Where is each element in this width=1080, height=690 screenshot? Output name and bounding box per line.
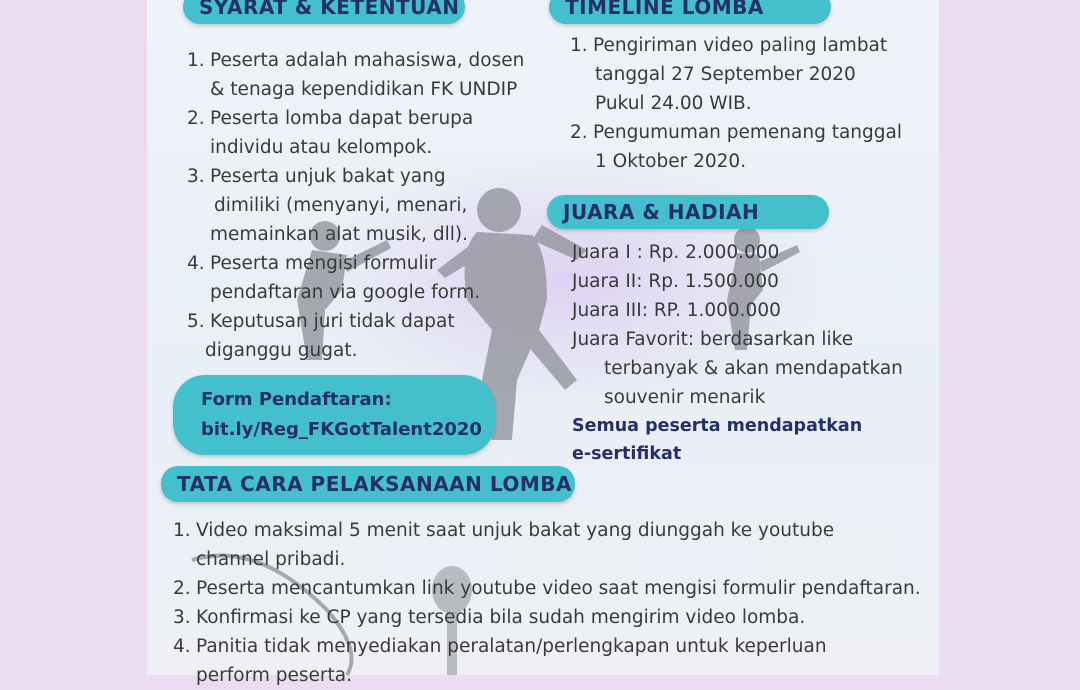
juara-title: JUARA & HADIAH xyxy=(563,200,760,224)
poster xyxy=(147,0,939,686)
form-label: Form Pendaftaran: xyxy=(201,389,392,410)
list-item: 4. Panitia tidak menyediakan peralatan/perlengkapan untuk keperluan perform peserta. xyxy=(173,636,827,686)
timeline-title: TIMELINE LOMBA xyxy=(565,0,764,19)
prize-line: Juara III: RP. 1.000.000 xyxy=(572,300,781,321)
syarat-list xyxy=(187,46,547,365)
certificate-note: Semua peserta mendapatkan e-sertifikat xyxy=(572,416,863,464)
timeline-heading xyxy=(549,0,831,24)
prize-line: Juara Favorit: berdasarkan like xyxy=(572,329,854,350)
tata-cara-list xyxy=(173,516,933,690)
list-item: 4. Peserta mengisi formulir pendaftaran via google form. xyxy=(187,253,481,303)
tata-cara-title: TATA CARA PELAKSANAAN LOMBA xyxy=(177,472,573,496)
list-item: 1. Video maksimal 5 menit saat unjuk bakat yang diunggah ke youtube channel pribadi. xyxy=(173,520,835,570)
list-item: 5. Keputusan juri tidak dapat diganggu gugat. xyxy=(187,311,455,361)
form-link[interactable]: bit.ly/Reg_FKGotTalent2020 xyxy=(201,419,482,440)
tata-cara-heading xyxy=(161,466,575,502)
syarat-title: SYARAT & KETENTUAN xyxy=(199,0,460,19)
list-item: 1. Peserta adalah mahasiswa, dosen & tenaga kependidikan FK UNDIP xyxy=(187,50,525,100)
prize-line: terbanyak & akan mendapatkan xyxy=(604,358,903,379)
list-item: 3. Konfirmasi ke CP yang tersedia bila sudah mengirim video lomba. xyxy=(173,607,806,628)
list-item: 1. Pengiriman video paling lambat tanggal 27 September 2020 Pukul 24.00 WIB. xyxy=(570,35,888,114)
prize-line: Juara II: Rp. 1.500.000 xyxy=(572,271,779,292)
form-pendaftaran-box xyxy=(173,375,495,455)
timeline-list xyxy=(570,31,940,176)
prize-line: souvenir menarik xyxy=(604,387,766,408)
list-item: 3. Peserta unjuk bakat yang dimiliki (menyanyi, menari, memainkan alat musik, dll). xyxy=(187,166,469,245)
list-item: 2. Peserta mencantumkan link youtube video saat mengisi formulir pendaftaran. xyxy=(173,578,921,599)
prize-line: Juara I : Rp. 2.000.000 xyxy=(572,242,780,263)
juara-lines xyxy=(572,238,932,412)
juara-heading xyxy=(547,195,829,229)
list-item: 2. Pengumuman pemenang tanggal 1 Oktober 2020. xyxy=(570,122,902,172)
syarat-heading xyxy=(183,0,465,24)
list-item: 2. Peserta lomba dapat berupa individu atau kelompok. xyxy=(187,108,474,158)
